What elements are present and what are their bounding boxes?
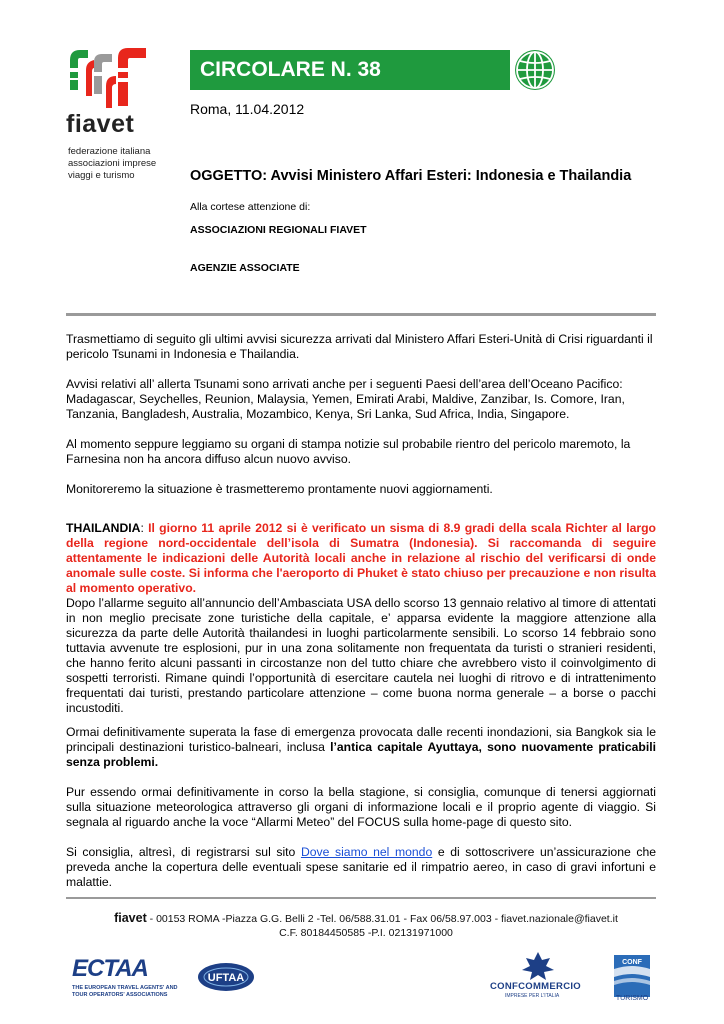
confturismo-logo <box>608 955 654 1001</box>
paragraph-registration <box>66 845 656 890</box>
thailand-colon: : <box>140 521 149 535</box>
uftaa-logo-text: UFTAA <box>207 972 245 984</box>
registration-text-end: e di sottoscrivere un’assicurazione che preveda anche la copertura delle eventuali spese sanitarie ed il rimpatrio aereo, in caso di gravi infortuni e malattie. <box>66 845 657 889</box>
circular-title-bar <box>190 50 510 90</box>
fiavet-logo-mark <box>66 46 150 110</box>
logo-sub-line: associazioni imprese <box>68 158 157 169</box>
paragraph-security: Dopo l’allarme seguito all’annuncio dell’Ambasciata USA dello scorso 13 gennaio relativo al timore di attentati in non meglio precisate zone turistiche della capitale, e’ apparsa evidente la maggiore attenzione alla sicurezza da parte delle Autorità thailandesi in luoghi particolarmente sensibili. Lo scorso 14 febbraio sono tuttavia avvenute tre esplosioni, pur in una zona solitamente non frequentata da turisti o stranieri residenti, che hanno ferito alcuni passanti in circostanze non del tutto chiare che avrebbero visto il coinvolgimento di sospetti terroristi. Rimane quindi l’opportunità di esercitare cautela nei luoghi di ritrovo e di intrattenimento frequentati dai turisti, prestando particolare attenzione – come buona norma generale – a borse o pacchi incustoditi. <box>66 596 656 715</box>
footer-address <box>66 911 666 940</box>
footer-divider <box>66 897 656 899</box>
uftaa-logo <box>197 962 255 992</box>
registration-text: Si consiglia, altresì, di registrarsi sul sito <box>66 845 301 859</box>
header-divider <box>66 313 656 316</box>
document-date: Roma, 11.04.2012 <box>190 101 305 117</box>
paragraph-intro: Trasmettiamo di seguito gli ultimi avvisi sicurezza arrivati dal Ministero Affari Esteri-Unità di Crisi riguardanti il pericolo Tsunami in Indonesia e Thailandia. <box>66 332 653 361</box>
ectaa-logo: ECTAA <box>72 955 148 982</box>
confcommercio-logo: CONFCOMMERCIO <box>490 981 581 992</box>
logo-sub-line: federazione italiana <box>68 146 151 157</box>
ectaa-logo-subtitle: THE EUROPEAN TRAVEL AGENTS' AND TOUR OPERATORS' ASSOCIATIONS <box>72 985 178 998</box>
thailand-earthquake-warning: Il giorno 11 aprile 2012 si è verificato un sisma di 8.9 gradi della scala Richter al largo della regione nord-occidentale dell’isola di Sumatra (Indonesia). Si raccomanda di seguire attentamente le indicazioni delle Autorità locali anche in relazione al rischio del verificarsi di onde anomale sulle coste. Si informa che l'aeroporto di Phuket è stato chiuso per precauzione e non risulta al momento operativo. <box>66 521 656 595</box>
paragraph-monitoring: Monitoreremo la situazione è trasmetteremo prontamente nuovi aggiornamenti. <box>66 482 493 496</box>
paragraph-farnesina: Al momento seppure leggiamo su organi di stampa notizie sul probabile rientro del pericolo maremoto, la Farnesina non ha ancora diffuso alcun nuovo avviso. <box>66 437 631 466</box>
footer-line-2: C.F. 80184450585 -P.I. 02131971000 <box>279 927 453 939</box>
footer-contact: - 00153 ROMA -Piazza G.G. Belli 2 -Tel. 06/588.31.01 - Fax 06/58.97.003 - fiavet.nazionale@fiavet.it <box>146 913 618 925</box>
confturismo-logo-top: CONF <box>622 959 642 966</box>
paragraph-thailand-alert <box>66 521 656 596</box>
confturismo-logo-text: TURISMO <box>615 995 649 1001</box>
fiavet-logo-word: fiavet <box>66 110 135 138</box>
recipient-associations: ASSOCIAZIONI REGIONALI FIAVET <box>190 224 367 236</box>
footer-line-1 <box>66 911 666 926</box>
circular-title: CIRCOLARE N. 38 <box>200 58 381 81</box>
footer-brand: fiavet <box>114 911 147 925</box>
attention-label: Alla cortese attenzione di: <box>190 201 311 213</box>
dove-siamo-nel-mondo-link[interactable]: Dove siamo nel mondo <box>300 845 433 859</box>
globe-icon <box>513 48 557 92</box>
paragraph-floods <box>66 725 656 770</box>
logo-sub-line: viaggi e turismo <box>68 170 135 181</box>
floods-text: Ormai definitivamente superata la fase di emergenza provocata dalle recenti inondazioni, sia Bangkok sia le principali destinazioni turistico-balneari, inclusa <box>66 725 656 754</box>
paragraph-weather: Pur essendo ormai definitivamente in corso la bella stagione, si consiglia, comunque di tenersi aggiornati sulla situazione meteorologica attraverso gli organi di informazione locali e il proprio agente di viaggio. Si segnala al riguardo anche la voce “Allarmi Meteo” del FOCUS sulla home-page di questo sito. <box>66 785 656 829</box>
document-subject: OGGETTO: Avvisi Ministero Affari Esteri: Indonesia e Thailandia <box>190 168 632 184</box>
confcommercio-logo-subtitle: IMPRESE PER L'ITALIA <box>505 993 560 999</box>
fiavet-logo-subtitle <box>68 146 178 182</box>
recipient-agencies: AGENZIE ASSOCIATE <box>190 262 300 274</box>
floods-bold-text: l’antica capitale Ayuttaya, sono nuovamente praticabili senza problemi. <box>66 740 656 769</box>
paragraph-tsunami-countries: Avvisi relativi all’ allerta Tsunami sono arrivati anche per i seguenti Paesi dell’area dell’Oceano Pacifico: Madagascar, Seychelles, Reunion, Malaysia, Yemen, Emirati Arabi, Maldive, Zanzibar, Is. Comore, Iran, Tanzania, Bangladesh, Australia, Mozambico, Kenya, Sri Lanka, Sud Africa, India, Singapore. <box>66 377 625 421</box>
thailand-label: THAILANDIA <box>66 521 141 535</box>
document-body <box>66 332 656 890</box>
